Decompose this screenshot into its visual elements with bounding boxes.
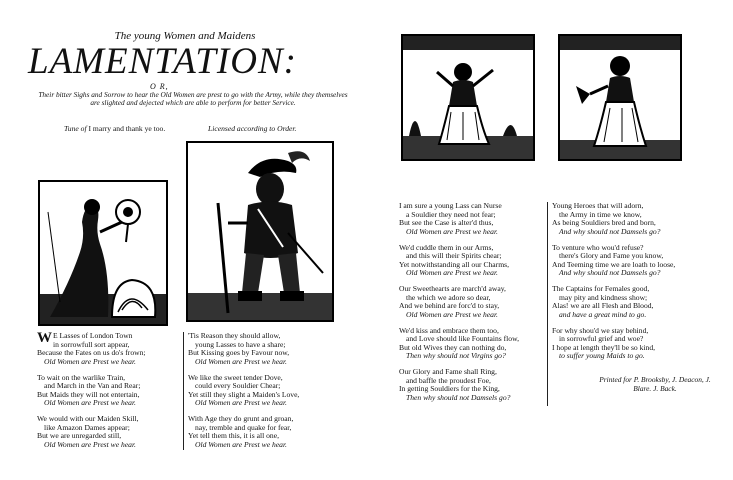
verse-line: Yet notwithstanding all our Charms, — [399, 259, 509, 269]
verse-line: could every Souldier Chear; — [195, 381, 281, 390]
verse-column-3 — [399, 202, 547, 410]
refrain-line: Old Women are Prest we hear. — [44, 356, 136, 366]
verse-line: nay, tremble and quake for fear, — [195, 422, 292, 432]
verse-line: a Souldier they need not fear; — [406, 209, 496, 219]
refrain-line: and have a great mind to go. — [559, 309, 647, 319]
verse-line: We would with our Maiden Skill, — [37, 414, 139, 423]
stanza — [188, 374, 338, 408]
ballad-title: LAMENTATION: — [28, 41, 297, 82]
printer-imprint — [580, 376, 730, 393]
refrain-line: Old Women are Prest we hear. — [195, 356, 287, 366]
verse-line: and Love should like Fountains flow, — [406, 334, 519, 343]
verse-line: may pity and kindness show; — [559, 292, 648, 302]
verse-line: In getting Souldiers for the King, — [399, 384, 500, 393]
tune-name: I marry and thank ye too. — [88, 124, 166, 133]
verse-line: and this will their Spirits chear; — [406, 251, 502, 260]
verse-line: We'd cuddle them in our Arms, — [399, 242, 494, 252]
verse-line: But Kissing goes by Favour now, — [188, 348, 290, 357]
woodcut-soldier-image — [186, 141, 334, 322]
verse-line: Alas! we are all Flesh and Blood, — [552, 301, 654, 310]
verse-line: And we behind are forc'd to stay, — [399, 301, 500, 310]
ballad-description: Their bitter Sighs and Sorrow to hear the Old Women are prest to go with the Army, while they themselves are slighted and dejected which are able to perform for better Service. — [38, 90, 348, 108]
tune-line — [64, 124, 165, 133]
verse-line: But old Wives they can nothing do, — [399, 342, 507, 352]
stanza — [399, 368, 547, 402]
refrain-line: Old Women are Prest we hear. — [195, 398, 287, 407]
verse-line: Because the Fates on us do's frown; — [37, 348, 146, 357]
stanza — [399, 327, 547, 361]
stanza — [37, 415, 187, 449]
verse-line: 'Tis Reason they should allow, — [188, 331, 281, 340]
stanza — [188, 415, 338, 449]
licensed-line: Licensed according to Order. — [208, 124, 297, 133]
imprint-line: Blare. J. Back. — [633, 383, 677, 393]
refrain-line: Old Women are Prest we hear. — [44, 398, 136, 407]
verse-line: the Army in time we know, — [559, 209, 642, 219]
verse-line: in sorrowfull sort appear, — [53, 339, 130, 349]
verse-line: And Teeming time we are loath to loose, — [552, 259, 676, 269]
stanza — [552, 244, 722, 278]
refrain-line: Then why should not Virgins go? — [406, 351, 506, 360]
woodcut-woman-hands-image — [401, 34, 535, 161]
column-divider — [183, 332, 184, 450]
stanza — [399, 244, 547, 278]
stanza — [552, 285, 722, 319]
verse-line: To wait on the warlike Train, — [37, 372, 126, 382]
verse-line: But we are unregarded still, — [37, 431, 122, 440]
refrain-line: Old Women are Prest we hear. — [195, 439, 287, 449]
verse-line: there's Glory and Fame you know, — [559, 251, 664, 260]
verse-line: Yet tell them this, it is all one, — [188, 431, 279, 440]
verse-line: I hope at length they'll be so kind, — [552, 342, 656, 352]
stanza — [552, 202, 722, 236]
refrain-line: Then why should not Damsels go? — [406, 392, 511, 402]
verse-line: Yet still they slight a Maiden's Love, — [188, 389, 300, 399]
verse-line: young Lasses to have a share; — [195, 339, 286, 349]
verse-line: Our Sweethearts are march'd away, — [399, 284, 506, 293]
woodcut-woman-flowers-image — [38, 180, 168, 326]
imprint-line: Printed for P. Brooksby, J. Deacon, J. — [599, 375, 711, 384]
stanza — [188, 332, 338, 366]
verse-line: With Age they do grunt and groan, — [188, 414, 294, 423]
refrain-line: And why should not Damsels go? — [559, 226, 661, 236]
ballad-subtitle-top: The young Women and Maidens — [114, 30, 256, 42]
verse-line: the which we adore so dear, — [406, 292, 491, 302]
stanza — [399, 285, 547, 319]
column-divider — [547, 202, 548, 406]
verse-line: like Amazon Dames appear; — [44, 422, 130, 432]
refrain-line: to suffer young Maids to go. — [559, 351, 645, 360]
verse-column-2 — [188, 332, 338, 457]
or-line: O R, — [150, 82, 169, 91]
tune-prefix: Tune of — [64, 124, 87, 133]
verse-column-4 — [552, 202, 722, 368]
refrain-line: Old Women are Prest we hear. — [406, 309, 498, 319]
verse-line: But Maids they will not entertain, — [37, 389, 140, 399]
verse-line: As being Souldiers bred and born, — [552, 218, 656, 227]
verse-line: Young Heroes that will adorn, — [552, 201, 644, 210]
verse-line: and baffle the proudest Foe, — [406, 375, 491, 385]
refrain-line: And why should not Damsels go? — [559, 268, 661, 277]
verse-line: I am sure a young Lass can Nurse — [399, 201, 502, 210]
refrain-line: Old Women are Prest we hear. — [406, 268, 498, 277]
verse-column-1 — [37, 332, 187, 457]
verse-line: E Lasses of London Town — [53, 331, 133, 340]
verse-line: Our Glory and Fame shall Ring, — [399, 367, 497, 376]
refrain-line: Old Women are Prest we hear. — [406, 226, 498, 236]
verse-line: in sorrowful grief and woe? — [559, 334, 644, 343]
verse-line: We like the sweet tender Dove, — [188, 372, 283, 382]
stanza — [399, 202, 547, 236]
verse-line: and March in the Van and Rear; — [44, 381, 141, 390]
refrain-line: Old Women are Prest we hear. — [44, 439, 136, 449]
stanza — [37, 332, 187, 366]
verse-line: For why shou'd we stay behind, — [552, 325, 649, 335]
stanza — [552, 327, 722, 361]
verse-line: But see the Case is alter'd thus, — [399, 218, 494, 227]
verse-line: The Captains for Females good, — [552, 284, 650, 293]
verse-line: We'd kiss and embrace them too, — [399, 325, 499, 335]
woodcut-woman-fan-image — [558, 34, 682, 161]
stanza — [37, 374, 187, 408]
verse-line: To venture who wou'd refuse? — [552, 242, 644, 252]
drop-cap: W — [37, 330, 52, 346]
